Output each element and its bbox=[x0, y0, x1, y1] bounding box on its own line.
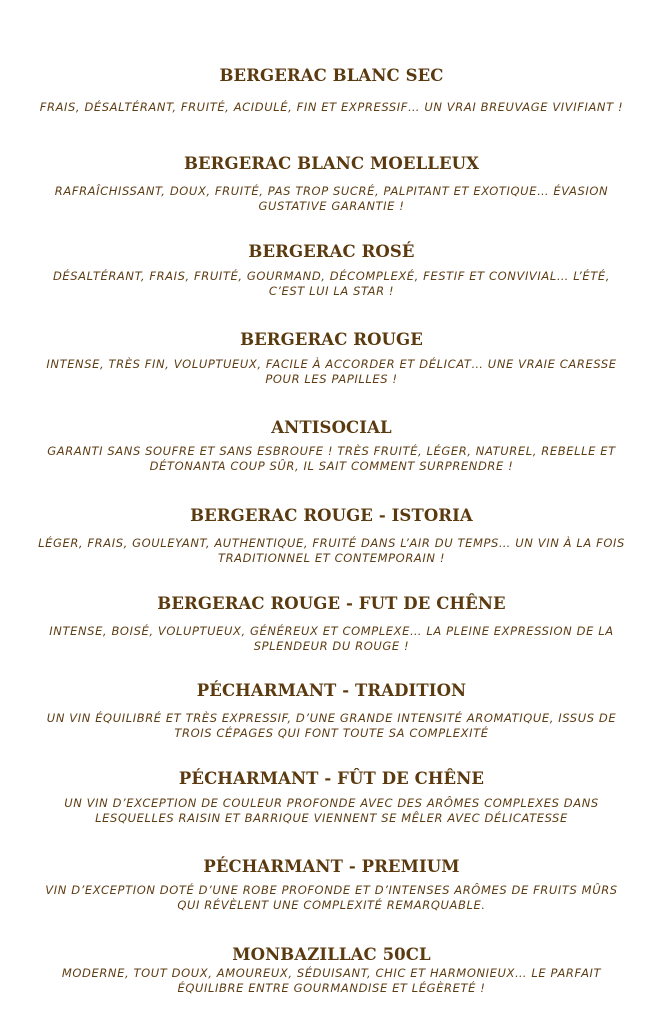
wine-description: GARANTI SANS SOUFRE ET SANS ESBROUFE ! TRÈS FRUITÉ, LÉGER, NATUREL, REBELLE ET DÉTONANTA COUP SÛR, IL SAIT COMMENT SURPRENDRE ! bbox=[47, 444, 616, 473]
wine-entry bbox=[0, 66, 663, 115]
wine-description: FRAIS, DÉSALTÉRANT, FRUITÉ, ACIDULÉ, FIN ET EXPRESSIF… UN VRAI BREUVAGE VIVIFIANT ! bbox=[39, 100, 624, 114]
wine-description: RAFRAÎCHISSANT, DOUX, FRUITÉ, PAS TROP SUCRÉ, PALPITANT ET EXOTIQUE… ÉVASION GUSTATIVE GARANTIE ! bbox=[54, 184, 609, 213]
wine-title: BERGERAC BLANC MOELLEUX bbox=[183, 154, 480, 173]
wine-title: ANTISOCIAL bbox=[271, 418, 392, 437]
wine-entry bbox=[0, 330, 663, 386]
wine-title: BERGERAC BLANC SEC bbox=[219, 66, 444, 85]
wine-title: BERGERAC ROUGE - FUT DE CHÊNE bbox=[157, 594, 506, 613]
wine-entry bbox=[0, 681, 663, 740]
wine-description: UN VIN ÉQUILIBRÉ ET TRÈS EXPRESSIF, D’UNE GRANDE INTENSITÉ AROMATIQUE, ISSUS DE TROIS CÉPAGES QUI FONT TOUTE SA COMPLEXITÉ bbox=[46, 711, 617, 740]
wine-description: UN VIN D’EXCEPTION DE COULEUR PROFONDE AVEC DES ARÔMES COMPLEXES DANS LESQUELLES RAISIN ET BARRIQUE VIENNENT SE MÊLER AVEC DÉLICATESSE bbox=[64, 796, 599, 825]
wine-entry bbox=[0, 769, 663, 825]
wine-entry bbox=[0, 857, 663, 912]
wine-entry bbox=[0, 594, 663, 653]
wine-title: BERGERAC ROUGE - ISTORIA bbox=[190, 506, 473, 525]
wine-entry bbox=[0, 506, 663, 565]
wine-title: BERGERAC ROUGE bbox=[240, 330, 423, 349]
wine-description: DÉSALTÉRANT, FRAIS, FRUITÉ, GOURMAND, DÉCOMPLEXÉ, FESTIF ET CONVIVIAL… L’ÉTÉ, C’EST LUI LA STAR ! bbox=[52, 269, 611, 298]
wine-title: MONBAZILLAC 50CL bbox=[232, 945, 431, 964]
wine-title: PÉCHARMANT - FÛT DE CHÊNE bbox=[178, 769, 485, 788]
wine-entry bbox=[0, 945, 663, 995]
wine-entry bbox=[0, 242, 663, 298]
wine-entry bbox=[0, 418, 663, 473]
wine-title: PÉCHARMANT - TRADITION bbox=[196, 681, 467, 700]
wine-title: PÉCHARMANT - PREMIUM bbox=[203, 857, 460, 876]
wine-description: INTENSE, BOISÉ, VOLUPTUEUX, GÉNÉREUX ET COMPLEXE… LA PLEINE EXPRESSION DE LA SPLENDEUR DU ROUGE ! bbox=[49, 624, 614, 653]
wine-description: LÉGER, FRAIS, GOULEYANT, AUTHENTIQUE, FRUITÉ DANS L’AIR DU TEMPS… UN VIN À LA FOIS TRADITIONNEL ET CONTEMPORAIN ! bbox=[38, 536, 625, 565]
wine-description: VIN D’EXCEPTION DOTÉ D’UNE ROBE PROFONDE ET D’INTENSES ARÔMES DE FRUITS MÛRS QUI RÉVÈLENT UNE COMPLEXITÉ REMARQUABLE. bbox=[45, 883, 618, 912]
wine-title: BERGERAC ROSÉ bbox=[248, 242, 415, 261]
wine-description: MODERNE, TOUT DOUX, AMOUREUX, SÉDUISANT, CHIC ET HARMONIEUX… LE PARFAIT ÉQUILIBRE ENTRE GOURMANDISE ET LÉGÈRETÉ ! bbox=[61, 966, 602, 995]
wine-description: INTENSE, TRÈS FIN, VOLUPTUEUX, FACILE À ACCORDER ET DÉLICAT… UNE VRAIE CARESSE POUR LES PAPILLES ! bbox=[46, 357, 617, 386]
wine-entry bbox=[0, 154, 663, 213]
